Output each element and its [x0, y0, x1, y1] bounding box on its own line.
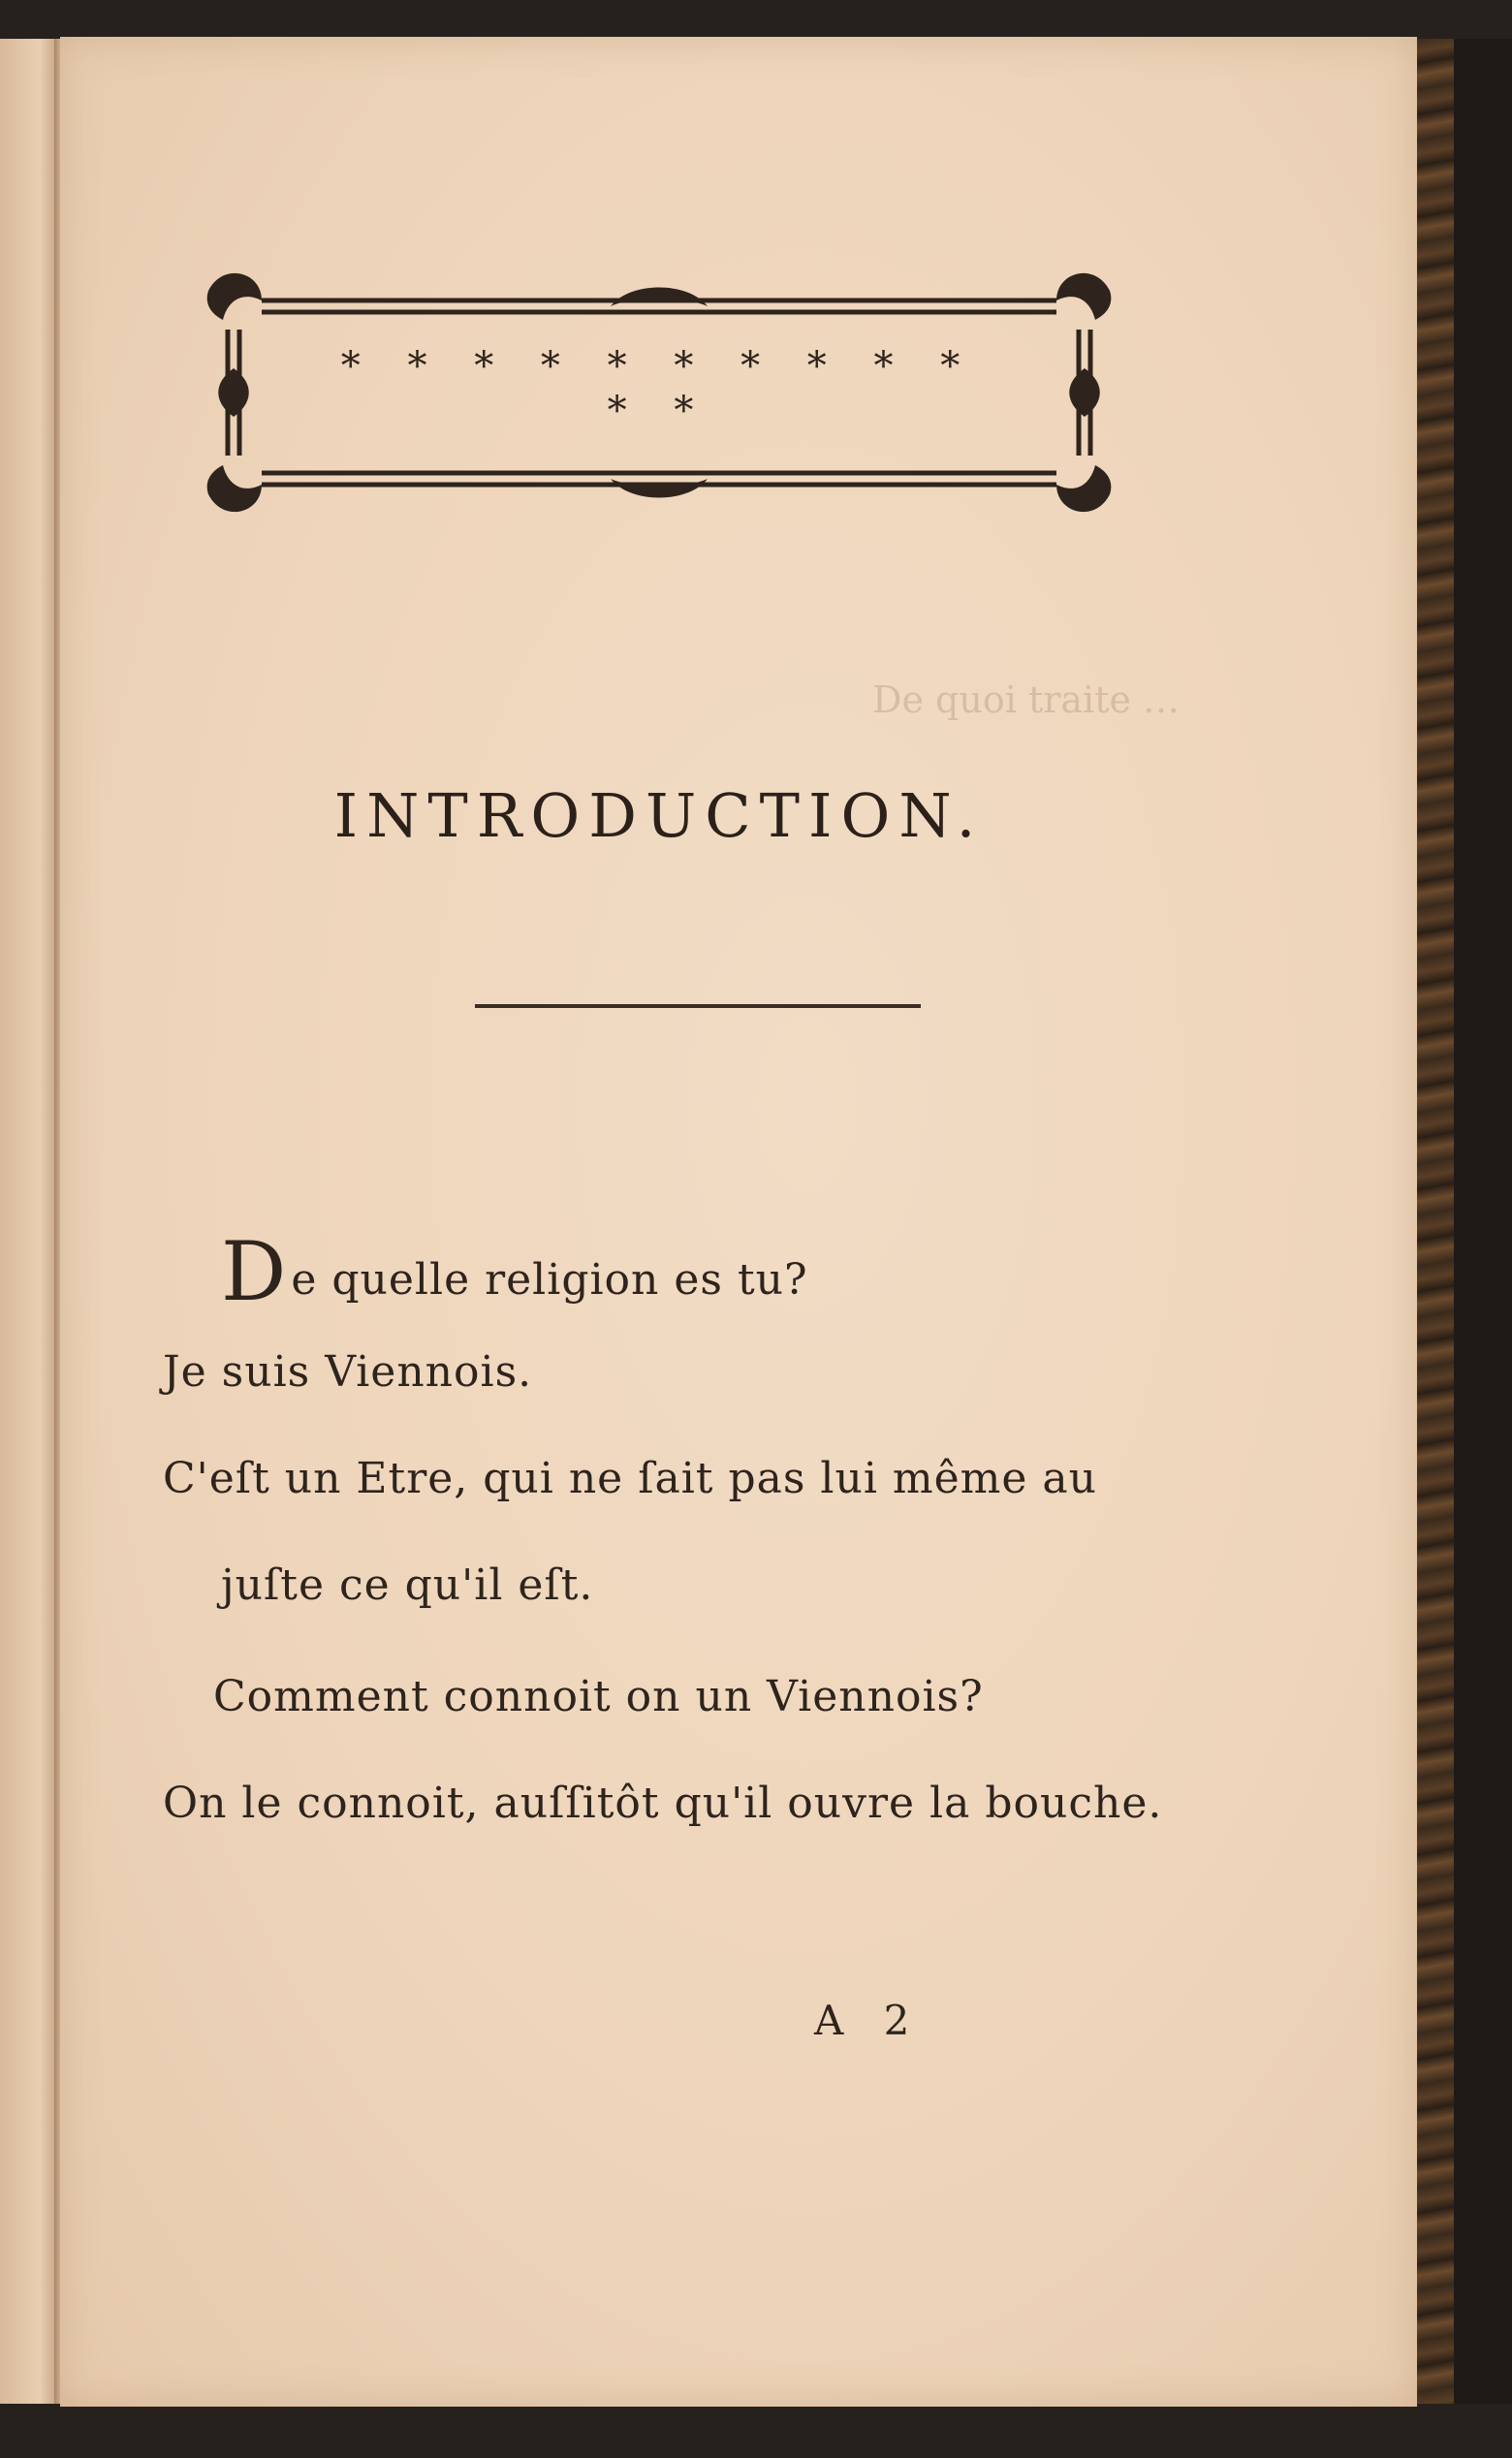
bleed-through-text: De quoi traite … [872, 678, 1181, 721]
text-line-2: Je suis Viennois. [163, 1347, 533, 1397]
divider-rule [475, 1004, 921, 1008]
page-heading: INTRODUCTION. [333, 780, 985, 851]
signature-mark: A 2 [814, 1997, 924, 2044]
scan-edge [1454, 39, 1512, 2404]
left-page-edge [0, 39, 56, 2404]
text-line-4: juſte ce qu'il eſt. [221, 1560, 594, 1610]
star-ornament-row: * * * * * * * * * * * * [340, 344, 978, 433]
text-line-1 [221, 1224, 808, 1319]
text-line-1-rest: e quelle religion es tu? [291, 1255, 808, 1305]
text-line-6: On le connoit, auſſitôt qu'il ouvre la bouche. [163, 1779, 1163, 1828]
drop-cap: D [221, 1224, 288, 1319]
text-line-5: Comment connoit on un Viennois? [213, 1672, 984, 1721]
text-line-3: C'eſt un Etre, qui ne ſait pas lui même au [163, 1454, 1097, 1503]
